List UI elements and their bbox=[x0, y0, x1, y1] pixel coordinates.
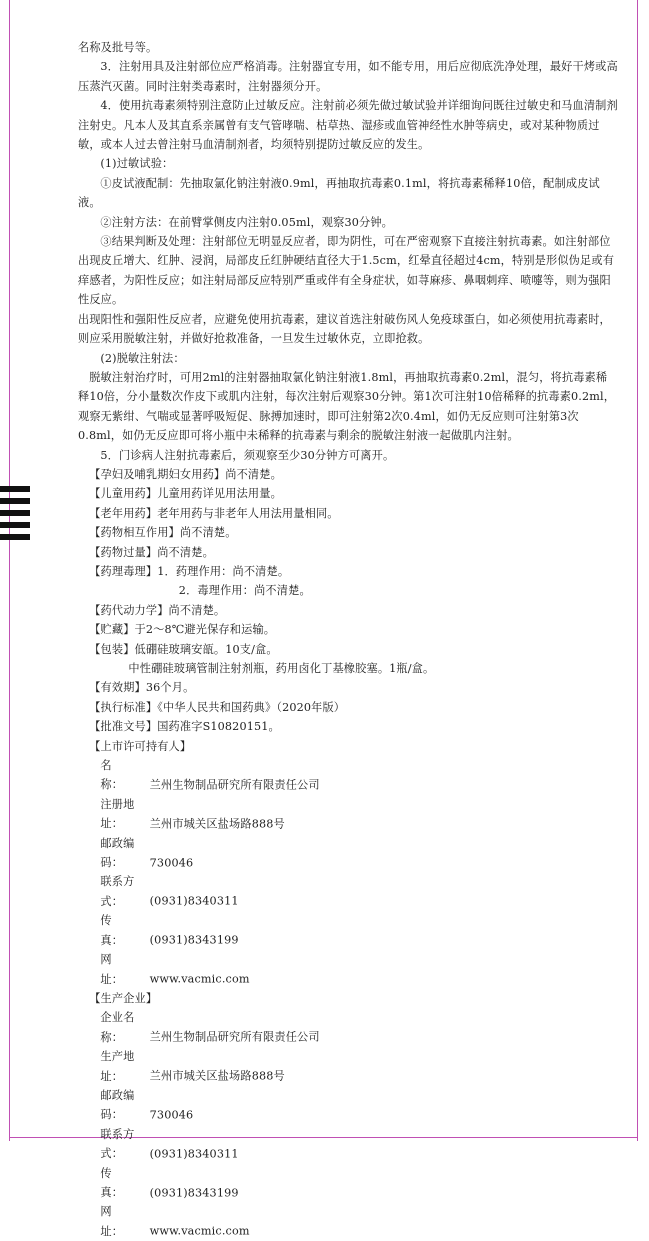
mah-website bbox=[78, 950, 618, 989]
mfr-fax-label: 传 真： bbox=[100, 1166, 135, 1199]
mah-fax-value: (0931)8343199 bbox=[149, 933, 239, 947]
section-standard: 【执行标准】《中华人民共和国药典》（2020年版） bbox=[89, 700, 346, 714]
section-validity: 【有效期】36个月。 bbox=[89, 681, 195, 695]
desensitization-text: 脱敏注射治疗时，可用2ml的注射器抽取氯化钠注射液1.8ml，再抽取抗毒素0.2ml，混匀，将抗毒素稀释10倍，分小量数次作皮下或肌内注射，每次注射后观察30分钟。第1次可注射10倍稀释的抗毒素0.2ml，观察无紫绀、气喘或显著呼吸短促、脉搏加速时，即可注射第2次0.4ml，如仍无反应则可注射第3次0.8ml，如仍无反应即可将小瓶中未稀释的抗毒素与剩余的脱敏注射液一起做肌内注射。 bbox=[78, 370, 616, 443]
mah-fax-label: 传 真： bbox=[100, 914, 135, 947]
section-toxicology: 【药理毒理】1．药理作用：尚不清楚。 bbox=[89, 564, 290, 578]
section-storage: 【贮藏】于2～8℃避光保存和运输。 bbox=[89, 623, 276, 637]
desensitization-heading: (2)脱敏注射法： bbox=[100, 351, 185, 365]
mah-address-value: 兰州市城关区盐场路888号 bbox=[149, 817, 285, 831]
mah-address bbox=[78, 795, 618, 834]
intro-line: 名称及批号等。 bbox=[78, 41, 158, 54]
mfr-address bbox=[78, 1047, 618, 1086]
allergy-test-note: 出现阳性和强阳性反应者，应避免使用抗毒素，建议首选注射破伤风人免疫球蛋白，如必须使用抗毒素时，则应采用脱敏注射，并做好抢救准备，一旦发生过敏休克，立即抢救。 bbox=[78, 312, 611, 346]
allergy-test-heading: (1)过敏试验： bbox=[100, 157, 174, 171]
precaution-3: 3．注射用具及注射部位应严格消毒。注射器宜专用，如不能专用，用后应彻底洗净处理，最好干烤或高压蒸汽灭菌。同时注射类毒素时，注射器须分开。 bbox=[78, 60, 618, 93]
mfr-name bbox=[78, 1008, 618, 1047]
mfr-name-label: 企业名称： bbox=[100, 1011, 135, 1044]
section-overdose: 【药物过量】尚不清楚。 bbox=[89, 545, 214, 559]
mfr-phone-value: (0931)8340311 bbox=[149, 1147, 239, 1161]
precaution-4: 4．使用抗毒素须特别注意防止过敏反应。注射前必须先做过敏试验并详细询问既往过敏史和马血清制剂注射史。凡本人及其直系亲属曾有支气管哮喘、枯草热、湿疹或血管神经性水肿等病史，或对某种物质过敏，或本人过去曾注射马血清制剂者，均须特别提防过敏反应的发生。 bbox=[78, 99, 618, 152]
section-package: 【包装】低硼硅玻璃安瓿。10支/盒。 bbox=[89, 642, 278, 656]
section-pharmacokinetics: 【药代动力学】尚不清楚。 bbox=[89, 603, 226, 617]
precaution-5: 5．门诊病人注射抗毒素后，须观察至少30分钟方可离开。 bbox=[100, 448, 395, 462]
mfr-website-label: 网 址： bbox=[100, 1205, 135, 1238]
mfr-fax-value: (0931)8343199 bbox=[149, 1185, 239, 1199]
section-elderly: 【老年用药】老年用药与非老年人用法用量相同。 bbox=[89, 506, 339, 520]
section-interaction: 【药物相互作用】尚不清楚。 bbox=[89, 526, 237, 540]
page-border-left bbox=[9, 0, 10, 1141]
mfr-fax bbox=[78, 1164, 618, 1203]
section-children: 【儿童用药】儿童用药详见用法用量。 bbox=[89, 487, 282, 501]
mah-address-label: 注册地址： bbox=[100, 797, 135, 831]
section-manufacturer-title: 【生产企业】 bbox=[89, 991, 158, 1005]
section-approval: 【批准文号】国药准字S10820151。 bbox=[89, 720, 280, 734]
mfr-zip-value: 730046 bbox=[149, 1108, 194, 1122]
mah-zip-label: 邮政编码： bbox=[100, 836, 135, 870]
allergy-test-step-2: ②注射方法：在前臂掌侧皮内注射0.05ml，观察30分钟。 bbox=[100, 215, 394, 229]
mah-phone-label: 联系方式： bbox=[100, 875, 135, 908]
mfr-website bbox=[78, 1202, 618, 1241]
mfr-phone-label: 联系方式： bbox=[100, 1127, 135, 1161]
allergy-test-step-1: ①皮试液配制：先抽取氯化钠注射液0.9ml，再抽取抗毒素0.1ml，将抗毒素稀释10倍，配制成皮试液。 bbox=[78, 176, 600, 210]
mah-phone-value: (0931)8340311 bbox=[149, 894, 239, 908]
mah-name-label: 名 称： bbox=[100, 759, 135, 792]
mah-name bbox=[78, 756, 618, 795]
mfr-zip bbox=[78, 1086, 618, 1125]
mfr-phone bbox=[78, 1125, 618, 1164]
registration-bar-marks bbox=[0, 486, 30, 546]
mfr-address-value: 兰州市城关区盐场路888号 bbox=[149, 1069, 285, 1083]
mfr-address-label: 生产地址： bbox=[100, 1050, 135, 1083]
allergy-test-step-3: ③结果判断及处理：注射部位无明显反应者，即为阴性，可在严密观察下直接注射抗毒素。如注射部位出现皮丘增大、红肿、浸润，局部皮丘红肿硬结直径大于1.5cm，红晕直径超过4cm，特别是形似伪足或有痒感者，为阳性反应；如注射局部反应特别严重或伴有全身症状，如荨麻疹、鼻咽刺痒、喷嚏等，则为强阳性反应。 bbox=[78, 235, 615, 307]
section-mah-title: 【上市许可持有人】 bbox=[89, 739, 192, 753]
mah-zip bbox=[78, 834, 618, 873]
section-package-2: 中性硼硅玻璃管制注射剂瓶，药用卤化丁基橡胶塞。1瓶/盒。 bbox=[128, 662, 435, 675]
mfr-name-value: 兰州生物制品研究所有限责任公司 bbox=[149, 1030, 320, 1044]
leaflet-text bbox=[78, 38, 618, 1241]
mah-phone bbox=[78, 872, 618, 911]
mah-zip-value: 730046 bbox=[149, 856, 194, 870]
page-border-right bbox=[637, 0, 638, 1141]
mah-website-label: 网 址： bbox=[100, 953, 135, 986]
mah-name-value: 兰州生物制品研究所有限责任公司 bbox=[149, 778, 320, 792]
mfr-website-value: www.vacmic.com bbox=[149, 1224, 250, 1238]
mah-website-value: www.vacmic.com bbox=[149, 972, 250, 986]
mfr-zip-label: 邮政编码： bbox=[100, 1088, 135, 1122]
mah-fax bbox=[78, 911, 618, 950]
section-pregnancy: 【孕妇及哺乳期妇女用药】尚不清楚。 bbox=[89, 467, 282, 481]
section-toxicology-2: 2．毒理作用：尚不清楚。 bbox=[178, 584, 311, 598]
